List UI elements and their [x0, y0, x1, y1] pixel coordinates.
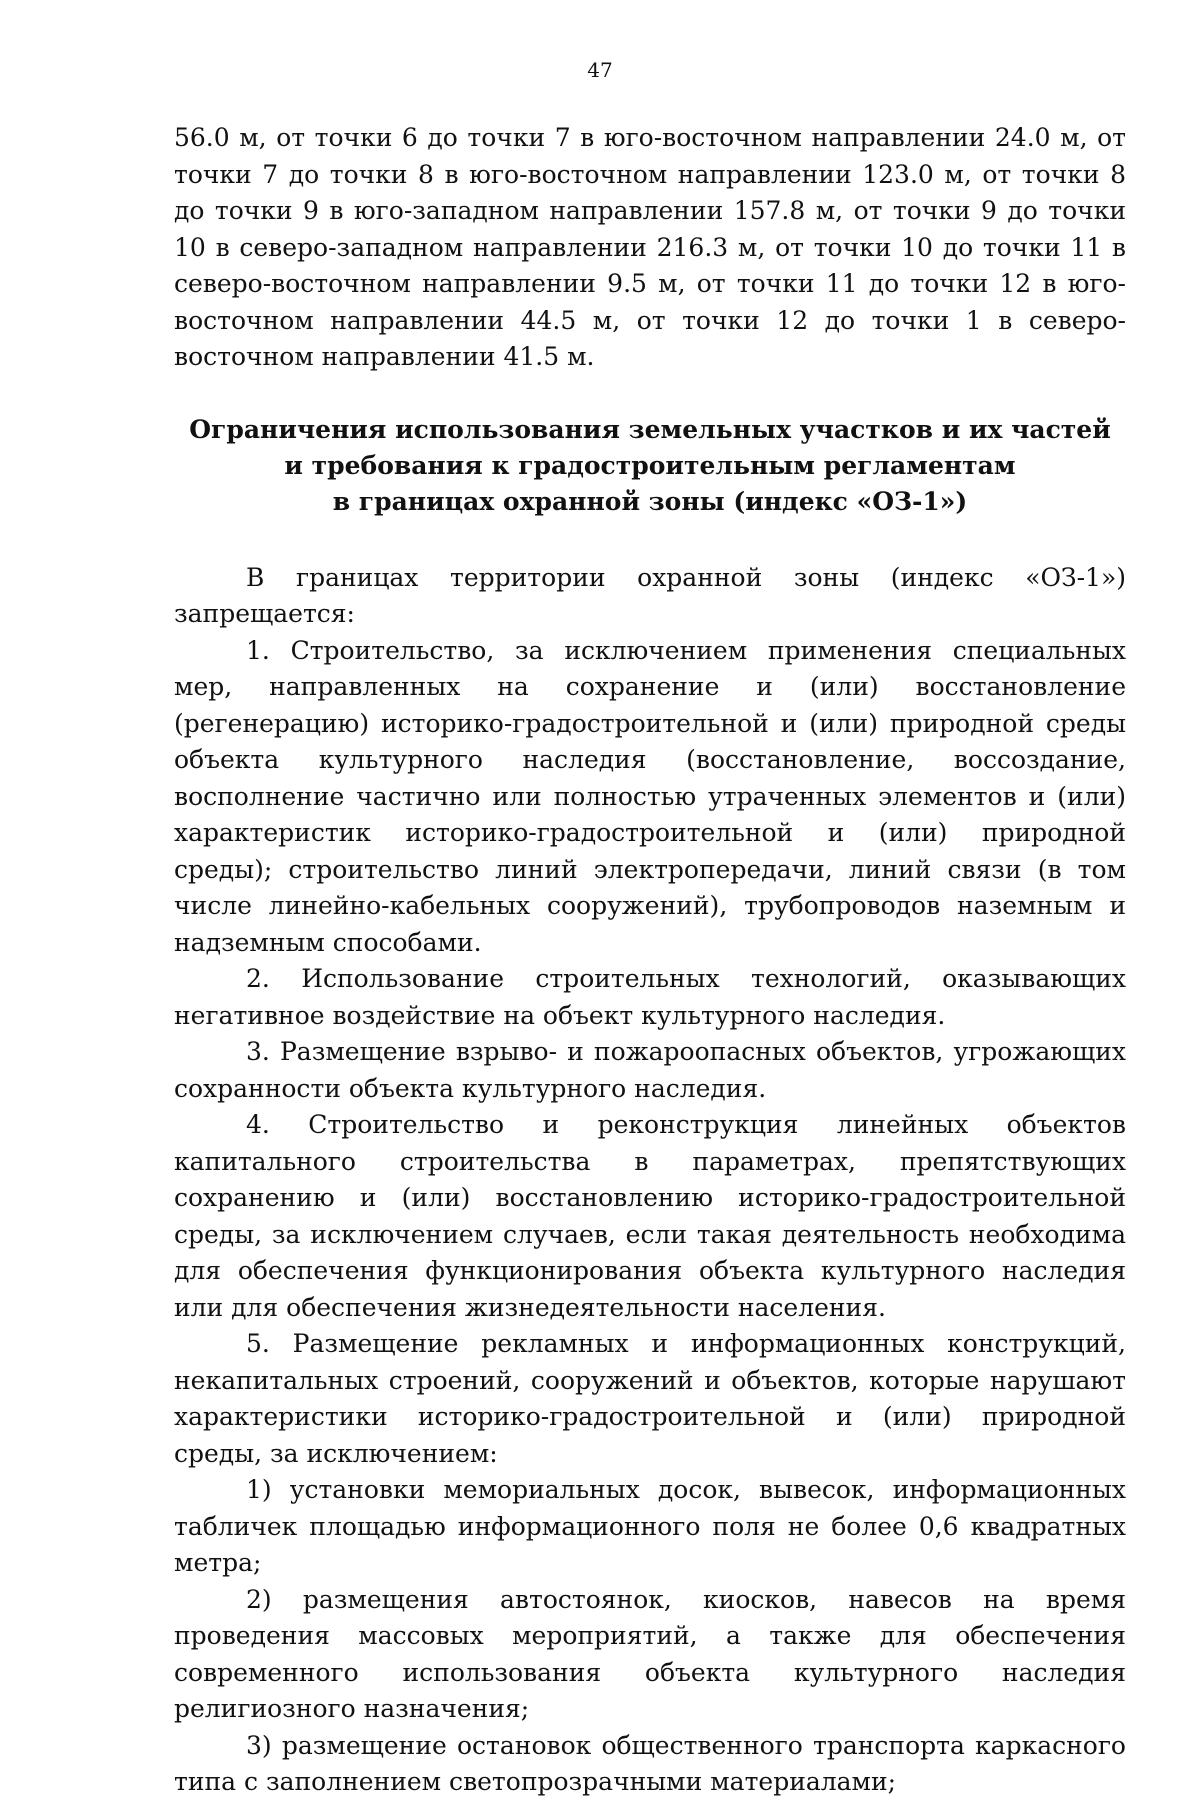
- intro-paragraph: 56.0 м, от точки 6 до точки 7 в юго-восточном направлении 24.0 м, от точки 7 до точки 8 в юго-восточном направлении 123.0 м, от точки 8 до точки 9 в юго-западном направлении 157.8 м, от точки 9 до точки 10 в северо-западном направлении 216.3 м, от точки 10 до точки 11 в северо-восточном направлении 9.5 м, от точки 11 до точки 12 в юго-восточном направлении 44.5 м, от точки 12 до точки 1 в северо-восточном направлении 41.5 м.: [174, 123, 1126, 371]
- list-item: 3. Размещение взрыво- и пожароопасных объектов, угрожающих сохранности объекта культурного наследия.: [174, 1037, 1126, 1103]
- sub-list-item: 3) размещение остановок общественного транспорта каркасного типа с заполнением светопрозрачными материалами;: [174, 1730, 1126, 1796]
- sub-list-item: 1) установки мемориальных досок, вывесок, информационных табличек площадью информационного поля не более 0,6 квадратных метра;: [174, 1475, 1126, 1577]
- heading-line: Ограничения использования земельных участков и их частей: [189, 414, 1111, 444]
- page-number: 47: [587, 58, 613, 82]
- list-item: 4. Строительство и реконструкция линейных объектов капитального строительства в параметрах, препятствующих сохранению и (или) восстановлению историко-градостроительной среды, за исключением случаев, если такая деятельность необходима для обеспечения функционирования объекта культурного наследия или для обеспечения жизнедеятельности населения.: [174, 1110, 1126, 1322]
- section-heading: [174, 412, 1126, 520]
- heading-line: в границах охранной зоны (индекс «ОЗ-1»): [332, 486, 968, 516]
- section-lead: В границах территории охранной зоны (индекс «ОЗ-1») запрещается:: [174, 562, 1126, 628]
- list-item: 2. Использование строительных технологий, оказывающих негативное воздействие на объект культурного наследия.: [174, 964, 1126, 1030]
- sub-list-item: 2) размещения автостоянок, киосков, навесов на время проведения массовых мероприятий, а также для обеспечения современного использования объекта культурного наследия религиозного назначения;: [174, 1584, 1126, 1723]
- list-item: 5. Размещение рекламных и информационных конструкций, некапитальных строений, сооружений и объектов, которые нарушают характеристики историко-градостроительной и (или) природной среды, за исключением:: [174, 1329, 1126, 1468]
- document-body: [174, 120, 1126, 1801]
- list-item: 1. Строительство, за исключением применения специальных мер, направленных на сохранение и (или) восстановление (регенерацию) историко-градостроительной и (или) природной среды объекта культурного наследия (восстановление, воссоздание, восполнение частично или полностью утраченных элементов и (или) характеристик историко-градостроительной и (или) природной среды); строительство линий электропередачи, линий связи (в том числе линейно-кабельных сооружений), трубопроводов наземным и надземным способами.: [174, 635, 1126, 957]
- heading-line: и требования к градостроительным регламентам: [284, 450, 1016, 480]
